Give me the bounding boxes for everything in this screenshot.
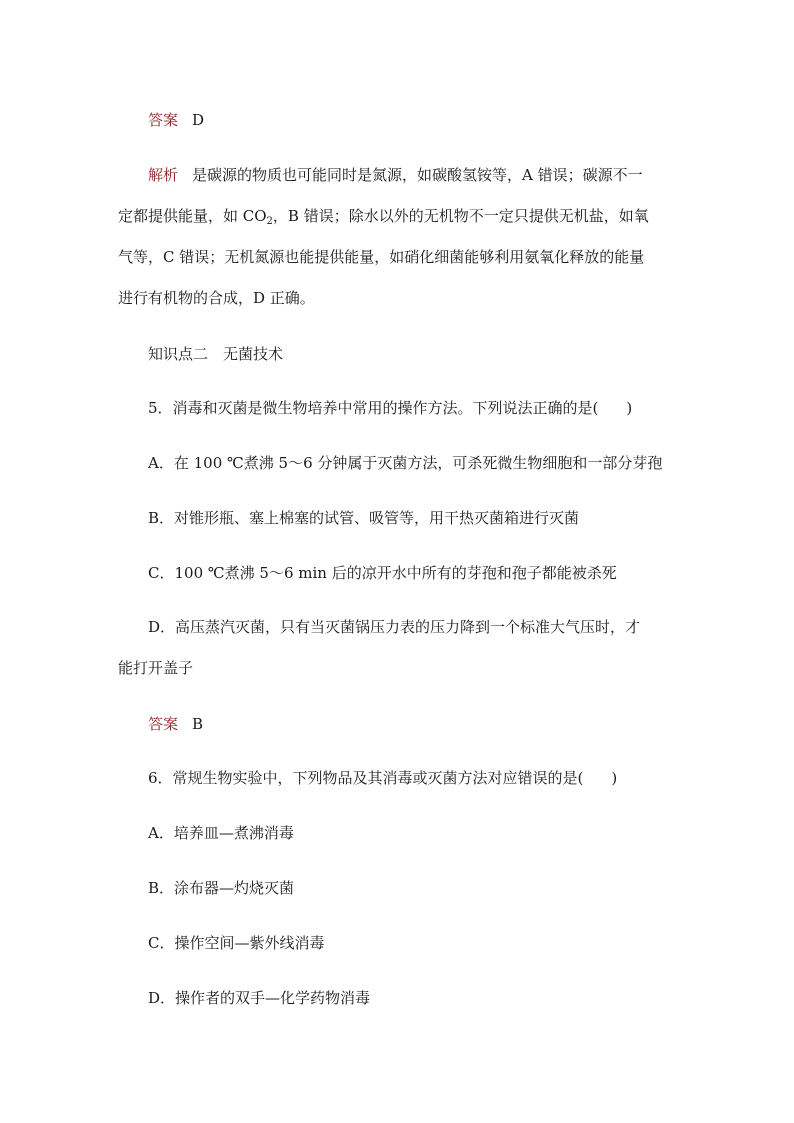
question-6-option-d: D．操作者的双手—化学药物消毒 — [148, 989, 371, 1007]
section-heading: 知识点二 无菌技术 — [148, 345, 284, 363]
analysis-line-4 — [118, 288, 315, 308]
answer-value: B — [192, 715, 204, 733]
answer-line-1 — [148, 110, 204, 130]
question-6-text: 6．常规生物实验中，下列物品及其消毒或灭菌方法对应错误的是( — [148, 769, 584, 787]
question-5-option-c: C．100 ℃煮沸 5～6 min 后的凉开水中所有的芽孢和孢子都能被杀死 — [148, 564, 617, 582]
question-5-text: 5．消毒和灭菌是微生物培养中常用的操作方法。下列说法正确的是( — [148, 399, 599, 417]
analysis-line-1 — [148, 165, 643, 185]
answer-label: 答案 — [148, 715, 179, 733]
question-6-stem — [148, 768, 617, 788]
analysis-text-2b: ，B 错误；除水以外的无机物不一定只提供无机盐，如氧 — [272, 207, 649, 225]
analysis-text-2a: 定都提供能量，如 CO — [118, 207, 267, 225]
question-6-option-c: C．操作空间—紫外线消毒 — [148, 934, 325, 952]
question-5-option-d: D．高压蒸汽灭菌，只有当灭菌锅压力表的压力降到一个标准大气压时，才 — [148, 618, 641, 636]
answer-label: 答案 — [148, 111, 179, 129]
question-6-option-b: B．涂布器—灼烧灭菌 — [148, 879, 295, 897]
analysis-text-4: 进行有机物的合成，D 正确。 — [118, 289, 315, 307]
analysis-label: 解析 — [148, 166, 179, 184]
analysis-subscript: 2 — [266, 216, 273, 227]
analysis-line-3 — [118, 247, 644, 267]
question-6-option-a: A．培养皿—煮沸消毒 — [148, 824, 294, 842]
answer-line-2 — [148, 714, 203, 734]
question-5-option-d-continued: 能打开盖子 — [118, 659, 194, 677]
question-5-close: ) — [626, 399, 633, 417]
question-5-option-a: A．在 100 ℃煮沸 5～6 分钟属于灭菌方法，可杀死微生物细胞和一部分芽孢 — [148, 454, 663, 472]
analysis-text-3: 气等，C 错误；无机氮源也能提供能量，如硝化细菌能够利用氨氧化释放的能量 — [118, 248, 645, 266]
answer-value: D — [192, 111, 205, 129]
question-5-stem — [148, 398, 632, 418]
question-6-close: ) — [611, 769, 618, 787]
analysis-line-2 — [118, 206, 649, 226]
question-5-option-b: B．对锥形瓶、塞上棉塞的试管、吸管等，用干热灭菌箱进行灭菌 — [148, 509, 580, 527]
analysis-text-1: 是碳源的物质也可能同时是氮源，如碳酸氢铵等，A 错误；碳源不一 — [192, 166, 643, 184]
